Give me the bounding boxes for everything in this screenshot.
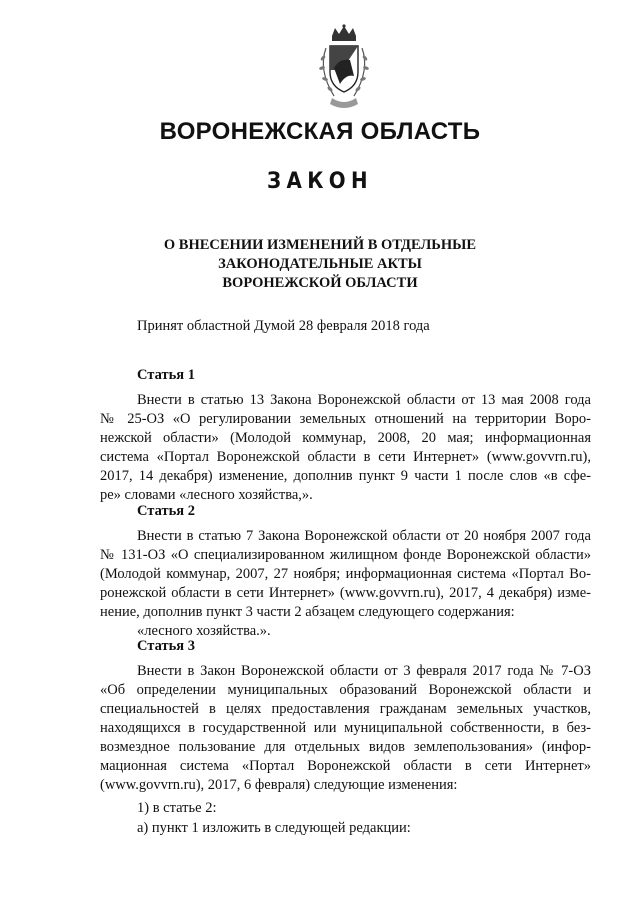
article-2-heading: Статья 2: [137, 503, 195, 519]
text-line: «Об определении муниципальных образований Воронежской области и: [100, 682, 591, 698]
text-line: находящихся в государственной или муниципальной собственности, в без-: [100, 720, 591, 736]
quoted-text: «лесного хозяйства.».: [137, 623, 271, 639]
text-line: нение, дополнив пункт 3 части 2 абзацем следующего содержания:: [100, 604, 515, 620]
list-item: а) пункт 1 изложить в следующей редакции:: [137, 820, 411, 836]
article-3-text: [100, 662, 591, 795]
coat-of-arms-emblem: [312, 24, 376, 110]
law-title-line: О ВНЕСЕНИИ ИЗМЕНЕНИЙ В ОТДЕЛЬНЫЕ: [163, 237, 477, 253]
text-line: № 25-ОЗ «О регулировании земельных отношений на территории Воро-: [100, 411, 591, 427]
text-line: возмездное пользование для отдельных видов землепользования» (инфор-: [100, 739, 591, 755]
text-line: специальностей в целях предоставления гражданам земельных участков,: [100, 701, 591, 717]
text-line: система «Портал Воронежской области в сети Интернет» (www.govvrn.ru),: [100, 449, 591, 465]
list-item: 1) в статье 2:: [137, 800, 217, 816]
law-title-line: ВОРОНЕЖСКОЙ ОБЛАСТИ: [222, 275, 418, 291]
text-line: нежской области» (Молодой коммунар, 2008, 20 мая; информационная: [100, 430, 591, 446]
text-line: (www.govvrn.ru), 2017, 6 февраля) следующие изменения:: [100, 777, 458, 793]
region-heading: ВОРОНЕЖСКАЯ ОБЛАСТЬ: [159, 118, 481, 145]
text-line: мационная система «Портал Воронежской области в сети Интернет»: [100, 758, 591, 774]
text-line: (Молодой коммунар, 2007, 27 ноября; информационная система «Портал Во-: [100, 566, 591, 582]
text-line: 2017, 14 декабря) изменение, дополнив пункт 9 части 1 после слов «в сфе-: [100, 468, 591, 484]
text-line: Внести в Закон Воронежской области от 3 февраля 2017 года № 7-ОЗ: [137, 663, 591, 679]
text-line: № 131-ОЗ «О специализированном жилищном фонде Воронежской области»: [100, 547, 591, 563]
text-line: ронежской области в сети Интернет» (www.govvrn.ru), 2017, 4 декабря) изме-: [100, 585, 591, 601]
text-line: Внести в статью 7 Закона Воронежской области от 20 ноября 2007 года: [137, 528, 591, 544]
text-line: Внести в статью 13 Закона Воронежской области от 13 мая 2008 года: [137, 392, 591, 408]
article-2-text: [100, 527, 591, 641]
text-line: ре» словами «лесного хозяйства,».: [100, 487, 313, 503]
law-title: [0, 236, 640, 293]
adoption-note: Принят областной Думой 28 февраля 2018 года: [137, 318, 430, 334]
article-1-heading: Статья 1: [137, 367, 195, 383]
article-1-text: [100, 391, 591, 505]
article-3-heading: Статья 3: [137, 638, 195, 654]
document-type-heading: ЗАКОН: [266, 169, 373, 194]
law-title-line: ЗАКОНОДАТЕЛЬНЫЕ АКТЫ: [218, 256, 422, 272]
